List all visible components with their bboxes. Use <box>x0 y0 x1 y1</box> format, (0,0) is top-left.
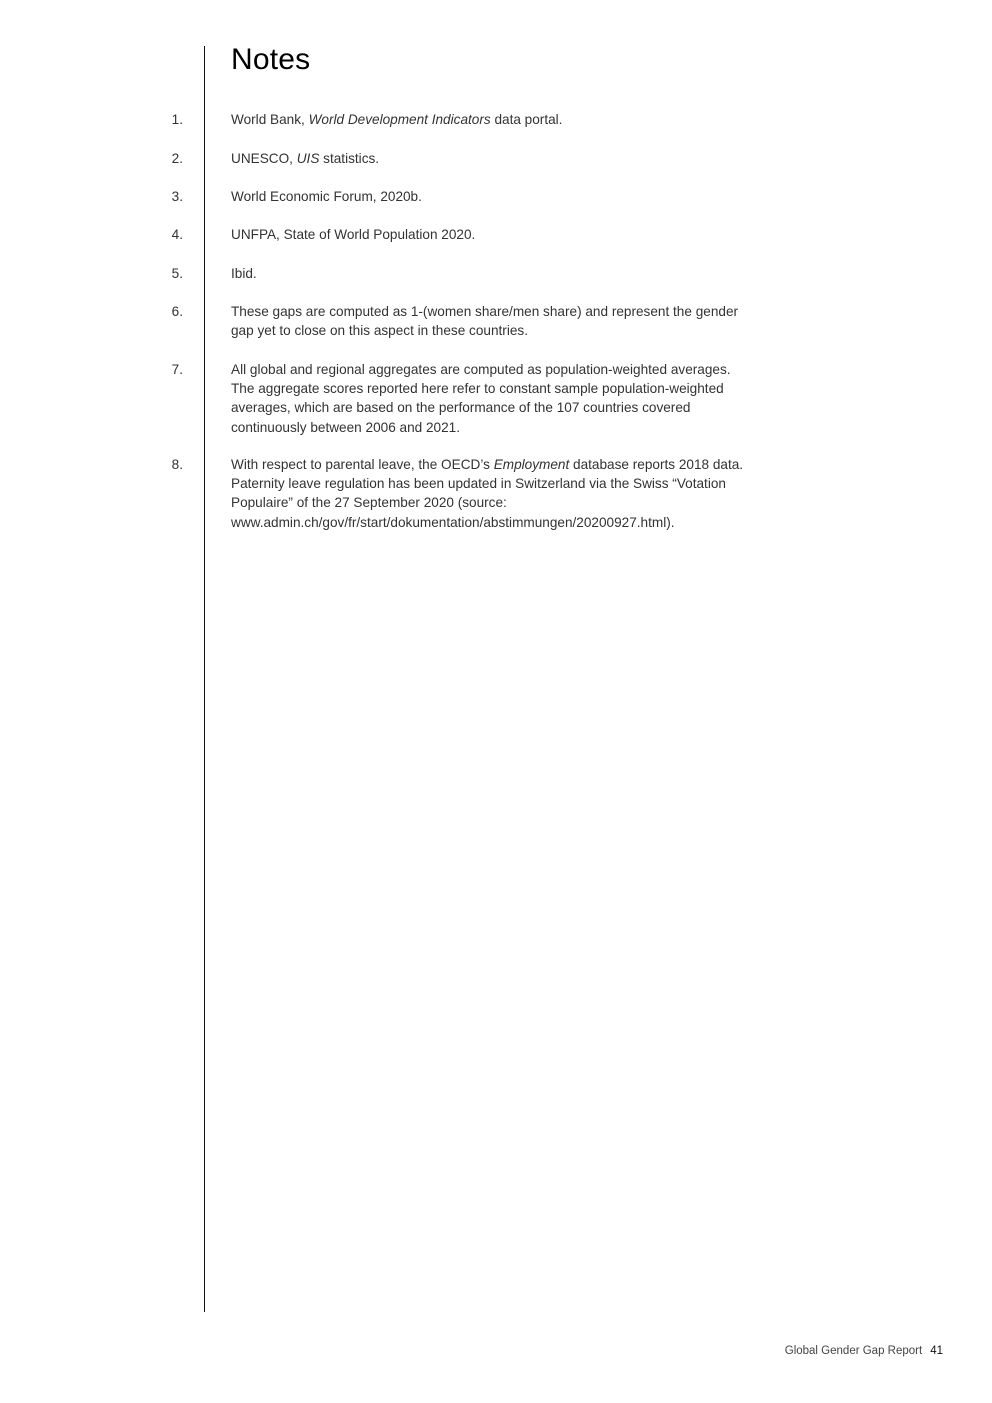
note-number: 6. <box>171 304 183 319</box>
page-number: 41 <box>930 1345 943 1357</box>
vertical-divider-rule <box>204 46 205 1312</box>
note-text: UNFPA, State of World Population 2020. <box>231 227 476 242</box>
note-text: These gaps are computed as 1-(women share/men share) and represent the gender gap yet to close on this aspect in these countries. <box>231 304 739 339</box>
note-number: 3. <box>171 189 183 204</box>
note-text: UNESCO, UIS statistics. <box>231 151 380 166</box>
note-text: All global and regional aggregates are computed as population-weighted averages. The aggregate scores reported here refer to constant sample population-weighted averages, which are based on the performance of the 107 countries covered continuously between 2006 and 2021. <box>231 362 731 435</box>
page-footer <box>785 1343 943 1359</box>
note-text: Ibid. <box>231 266 257 281</box>
note-number: 7. <box>171 362 183 377</box>
note-text: World Bank, World Development Indicators data portal. <box>231 112 563 127</box>
note-number: 5. <box>171 266 183 281</box>
note-number: 2. <box>171 151 183 166</box>
page-title: Notes <box>231 43 311 76</box>
note-number: 8. <box>171 457 183 472</box>
note-text: World Economic Forum, 2020b. <box>231 189 422 204</box>
note-number: 4. <box>171 227 183 242</box>
report-name: Global Gender Gap Report <box>784 1345 923 1357</box>
note-number: 1. <box>171 112 183 127</box>
note-text: With respect to parental leave, the OECD’s Employment database reports 2018 data. Paternity leave regulation has been updated in Switzerland via the Swiss “Votation Populaire” of the 27 September 2020 (source: www.admin.ch/gov/fr/start/dokumentation/abstimmungen/20200927.html). <box>231 457 744 530</box>
